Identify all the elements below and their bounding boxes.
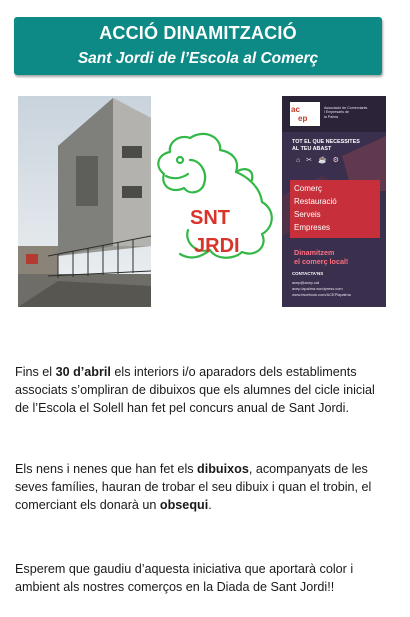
school-building-photo — [18, 96, 151, 307]
acep-poster — [282, 96, 386, 307]
banner-subtitle: Sant Jordi de l’Escola al Comerç — [77, 50, 319, 67]
contact-blog: acep.lapalma.wordpress.com — [292, 286, 343, 291]
dragon-text-top: SNT — [190, 207, 230, 229]
paragraph-1: Fins el 30 d’abril els interiors i/o aparadors dels establiments associats s’ompliran de dibuixos que els alumnes del cicle inicial de l’Escola el Solell han fet pel concurs anual de Sant Jordi. — [15, 365, 375, 415]
contact-title: CONTACTA'NS — [292, 271, 324, 276]
dragon-text-bottom: JRDI — [194, 235, 240, 257]
logo-text-2: ep — [298, 114, 308, 123]
title-banner — [14, 17, 382, 75]
poster-slogan-2: el comerç local! — [294, 257, 349, 266]
service-commerce: Comerç — [294, 184, 323, 193]
association-name: Associació de Comerciants i Empresaris de la Palma — [324, 106, 368, 119]
date-highlight: 30 d’abril — [55, 365, 111, 379]
poster-slogan-1: Dinamitzem — [294, 248, 335, 257]
poster-headline-2: AL TEU ABAST — [292, 146, 332, 152]
service-services: Serveis — [294, 210, 321, 219]
paragraph-2: Els nens i nenes que han fet els dibuixos, acompanyats de les seves famílies, hauran de trobar el seu dibuix i quan el trobin, el comerciant els donarà un obsequi. — [15, 462, 372, 512]
banner-title: ACCIÓ DINAMITZACIÓ — [99, 23, 297, 43]
paragraph-3: Esperem que gaudiu d’aquesta iniciativa que aportarà color i ambient als nostres comerços en la Diada de Sant Jordi!! — [15, 562, 354, 594]
contact-email: acep@acep.cat — [292, 280, 320, 285]
contact-facebook: www.facebook.com/ACEPlapalma — [292, 292, 351, 297]
category-icons: ⌂ ✂ ☕ ⚙ — [296, 157, 341, 164]
logo-text-1: ac — [291, 105, 300, 114]
sant-jordi-dragon-drawing — [150, 130, 280, 262]
poster-headline-1: TOT EL QUE NECESSITES — [292, 139, 360, 145]
service-restaurants: Restauració — [294, 197, 337, 206]
gift-highlight: obsequi — [159, 498, 209, 512]
service-companies: Empreses — [294, 223, 331, 232]
drawings-highlight: dibuixos — [197, 462, 249, 476]
